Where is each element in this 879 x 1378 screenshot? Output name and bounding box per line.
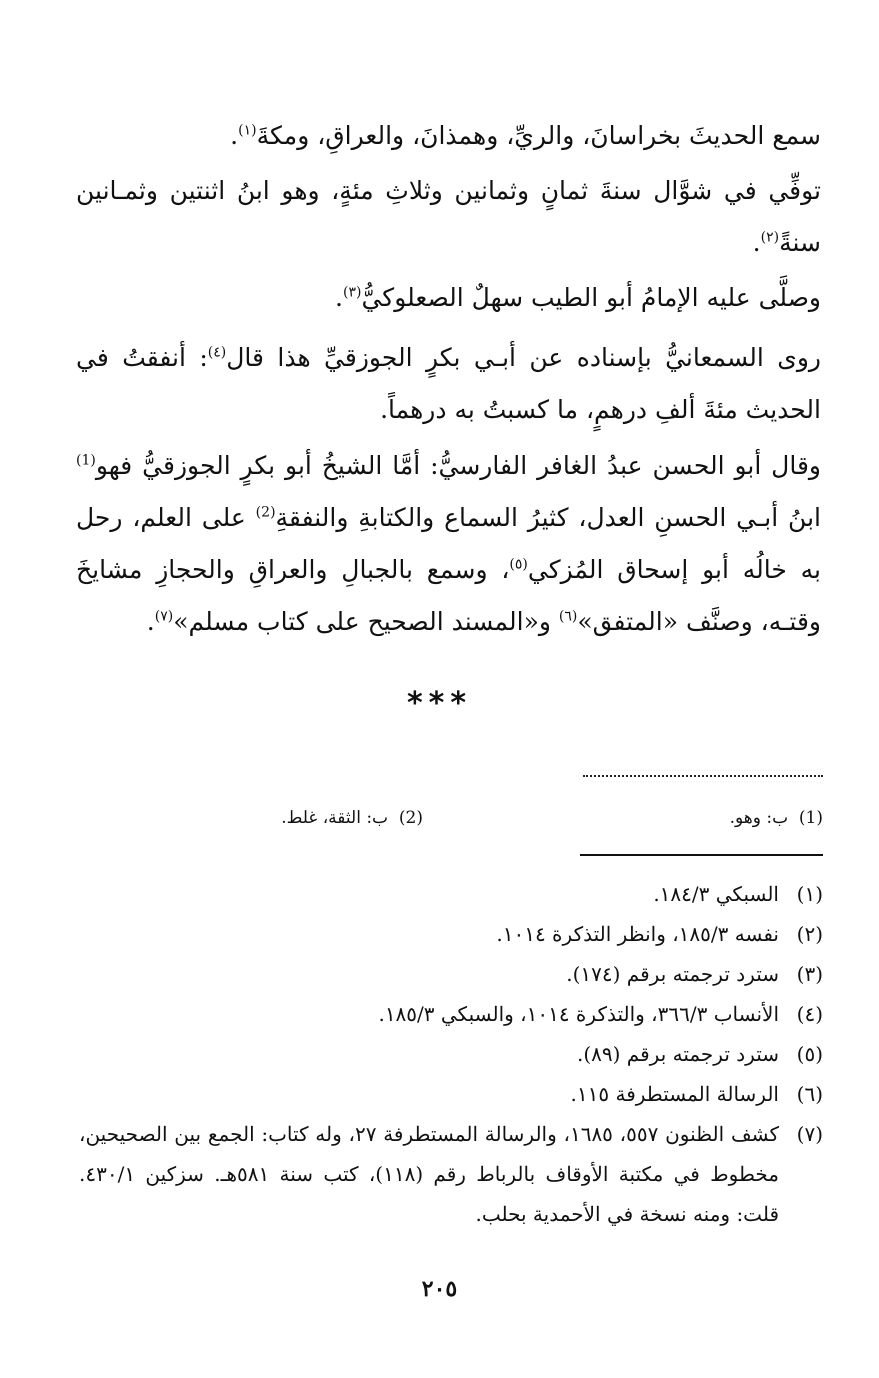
- footnote-7-num: (٧): [796, 1122, 823, 1146]
- footnote-5: [79, 1034, 823, 1074]
- footnote-rule: [580, 854, 823, 856]
- footnote-6-text: الرسالة المستطرفة ١١٥.: [570, 1082, 779, 1106]
- footnote-6-num: (٦): [796, 1082, 823, 1106]
- page-number: ٢٠٥: [421, 1276, 458, 1302]
- footnote-ref-7[interactable]: (٧): [154, 608, 174, 625]
- footnote-1-num: (١): [796, 882, 823, 906]
- paragraph-2-end: .: [752, 228, 761, 257]
- paragraph-2: [76, 165, 821, 269]
- paragraph-3-text: وصلَّى عليه الإمامُ أبو الطيب سهلٌ الصعلوكيُّ: [361, 283, 821, 312]
- paragraph-1-text: سمع الحديثَ بخراسانَ، والريِّ، وهمذانَ، والعراقِ، ومكةَ: [256, 121, 821, 150]
- paragraph-5-text-c: على العلم، رحل به خالُه أبو إسحاق المُزكي: [76, 503, 822, 584]
- variant-note-2: [281, 808, 423, 828]
- footnote-2-num: (٢): [796, 922, 823, 946]
- footnote-3-text: سترد ترجمته برقم (١٧٤).: [566, 962, 779, 986]
- section-separator: ***: [406, 686, 473, 721]
- paragraph-5-text-d: ، وسمع بالجبالِ والعراقِ والحجازِ مشايخَ وقتـه، وصنَّف «المتفق»: [76, 555, 821, 636]
- paragraph-4-text-b: : أنفقتُ في الحديث مئةَ ألفِ درهمٍ، ما كسبتُ به درهماً.: [76, 343, 821, 424]
- paragraph-3-end: .: [335, 283, 343, 312]
- paragraph-5-text-b: ابنُ أبـي الحسنِ العدل، كثيرُ السماع والكتابةِ والنفقةِ: [275, 503, 821, 532]
- footnote-4-text: الأنساب ٣٦٦/٣، والتذكرة ١٠١٤، والسبكي ١٨٥/٣.: [378, 1002, 779, 1026]
- footnote-7-text: كشف الظنون ٥٥٧، ١٦٨٥، والرسالة المستطرفة ٢٧، وله كتاب: الجمع بين الصحيحين، مخطوط في مكتبة الأوقاف بالرباط رقم (١١٨)، كتب سنة ٥٨١هـ. سزكين ٤٣٠/١. قلت: ومنه نسخة في الأحمدية بحلب.: [79, 1122, 780, 1226]
- paragraph-4: [76, 332, 821, 436]
- paragraph-2-text: توفِّي في شوَّال سنةَ ثمانٍ وثمانين وثلاثِ مئةٍ، وهو ابنُ اثنتين وثمـانين سنةً: [76, 176, 821, 257]
- paragraph-1-end: .: [230, 121, 239, 150]
- footnote-6: [79, 1074, 823, 1114]
- variant-notes: [253, 808, 823, 836]
- variant-note-1-text: ب: وهو.: [729, 808, 789, 828]
- footnote-ref-3[interactable]: (٣): [342, 284, 362, 301]
- footnote-ref-4[interactable]: (٤): [207, 344, 227, 361]
- footnote-2: [79, 914, 823, 954]
- paragraph-5-text-e: و«المسند الصحيح على كتاب مسلم»: [173, 607, 559, 636]
- variant-note-1: [730, 808, 823, 828]
- footnote-ref-5[interactable]: (٥): [509, 556, 528, 573]
- footnote-3: [79, 954, 823, 994]
- footnote-4-num: (٤): [796, 1002, 823, 1026]
- variant-note-1-num: (1): [798, 808, 823, 828]
- variant-ref-1[interactable]: (1): [76, 452, 96, 469]
- footnote-5-text: سترد ترجمته برقم (٨٩).: [576, 1042, 779, 1066]
- footnote-ref-1[interactable]: (١): [238, 122, 257, 139]
- footnote-3-num: (٣): [796, 962, 823, 986]
- footnote-ref-2[interactable]: (٢): [760, 229, 780, 246]
- paragraph-5: [76, 440, 821, 648]
- footnote-ref-6[interactable]: (٦): [558, 608, 578, 625]
- footnote-5-num: (٥): [796, 1042, 823, 1066]
- paragraph-5-text-a: وقال أبو الحسن عبدُ الغافر الفارسيُّ: أمَّا الشيخُ أبو بكرٍ الجوزقيُّ فهو: [95, 451, 821, 480]
- paragraph-4-text-a: روى السمعانيُّ بإسناده عن أبـي بكرٍ الجوزقيِّ هذا قال: [226, 343, 821, 372]
- variant-note-2-text: ب: الثقة، غلط.: [281, 808, 389, 828]
- variant-ref-2[interactable]: (2): [255, 504, 276, 521]
- footnote-4: [79, 994, 823, 1034]
- variant-note-2-num: (2): [398, 808, 423, 828]
- footnote-1-text: السبكي ١٨٤/٣.: [653, 882, 779, 906]
- paragraph-1: [76, 110, 821, 162]
- footnote-1: [79, 874, 823, 914]
- footnote-7: [79, 1114, 823, 1234]
- dotted-divider: [583, 775, 823, 777]
- paragraph-3: [76, 272, 821, 324]
- paragraph-5-text-f: .: [146, 607, 155, 636]
- footnote-2-text: نفسه ١٨٥/٣، وانظر التذكرة ١٠١٤.: [496, 922, 779, 946]
- footnotes-list: [79, 874, 823, 1234]
